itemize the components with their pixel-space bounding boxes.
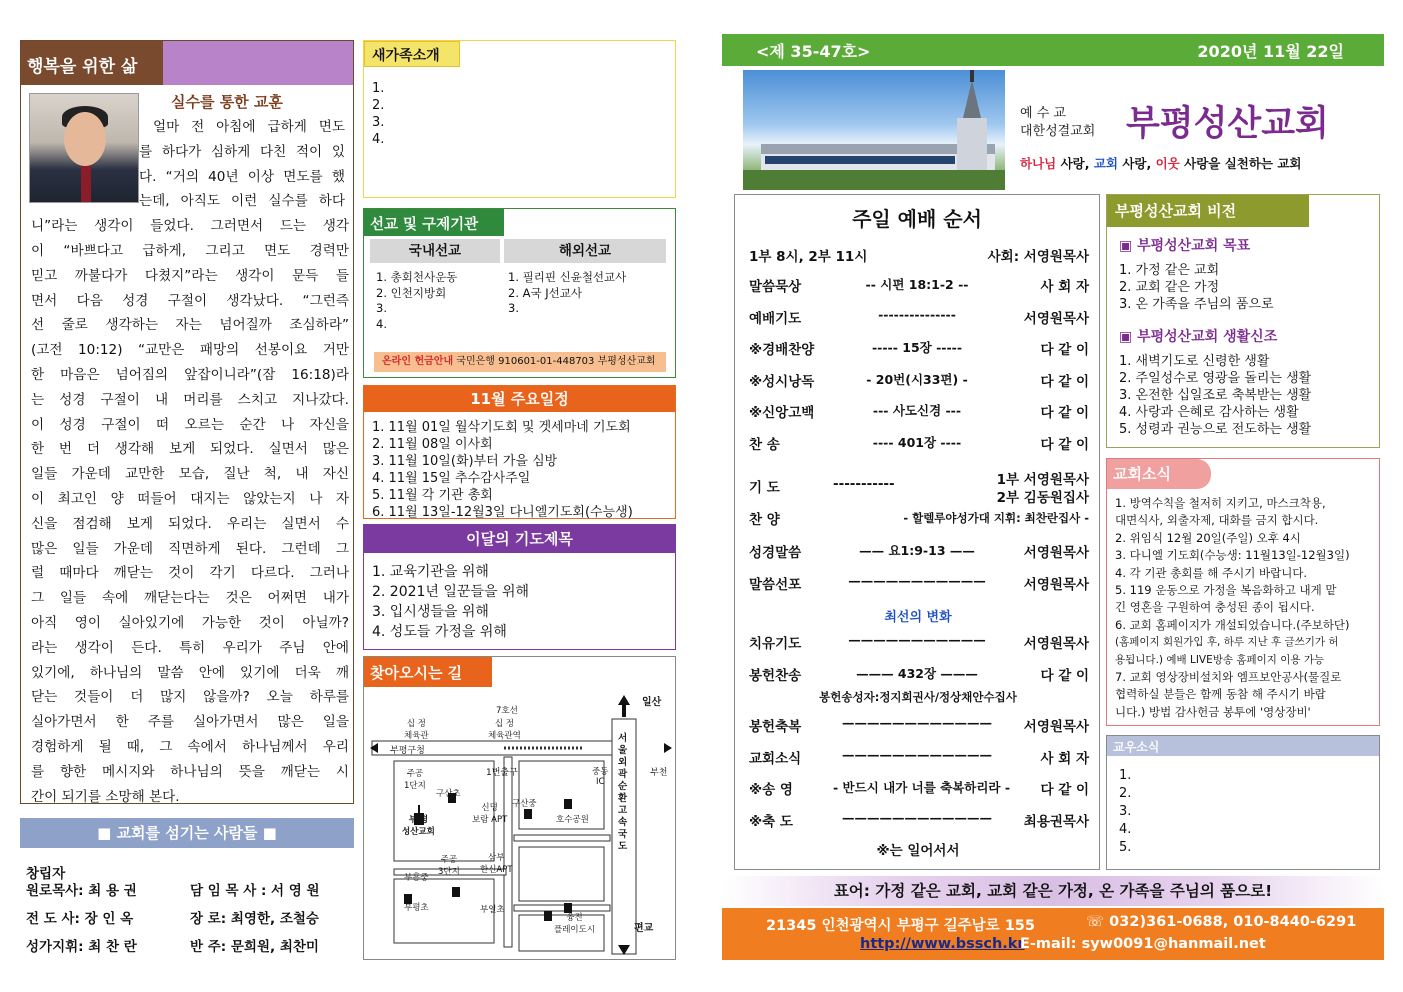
worship-row-anthem xyxy=(749,508,1089,530)
prayer-item: 2. 2021년 일꾼들을 위해 xyxy=(372,584,530,600)
map-label-gusan-jung: 구산중 xyxy=(512,799,537,809)
map-label-gyoyang: 편교 xyxy=(634,923,654,934)
news-line: 4. 각 기관 총회를 해 주시기 바랍니다. xyxy=(1115,565,1308,580)
members-item: 4. xyxy=(1119,822,1132,837)
map-label-buheung-jung: 부흥중 xyxy=(404,873,429,883)
essay-line: 라는 생각이 든다. 특히 우리가 주님 안에 xyxy=(31,639,349,656)
essay-line: 는 성경 구절이 내 머리를 스치고 지나갔다. xyxy=(31,391,349,408)
overseas-item: 2. A국 J선교사 xyxy=(508,286,582,300)
slogan-part: 사랑, xyxy=(1056,156,1094,171)
news-line: 7. 교회 영상장비설치와 엠프보안공사(물질로 xyxy=(1115,670,1342,684)
essay-line: 이 “바쁘다고 급하게, 그리고 면도 경력만 xyxy=(31,243,349,259)
map-label-chilho: 7호선 xyxy=(496,706,518,716)
schedule-item: 5. 11월 각 기관 총회 xyxy=(372,488,493,503)
schedule-box xyxy=(363,385,676,519)
worship-item-detail: --- 사도신경 --- xyxy=(872,403,962,418)
people-title: ■ 교회를 섬기는 사람들 ■ xyxy=(20,818,354,848)
pastor-photo xyxy=(29,93,139,203)
worship-item-leader: 다 같 이 xyxy=(1040,667,1089,684)
worship-item-detail: ----------- xyxy=(833,476,895,492)
people-row-2-right: 장 로: 최영한, 조철승 xyxy=(190,911,319,927)
map-label-hosu-park: 호수공원 xyxy=(556,815,589,825)
schedule-item: 6. 11월 13일-12월3일 다니엘기도회(수능생) xyxy=(372,505,633,520)
map-title: 찾아오시는 길 xyxy=(370,664,463,682)
denomination-top: 예 수 교 xyxy=(1020,106,1066,121)
map-label-bupyeong-gu: 부평구청 xyxy=(390,746,425,756)
worship-item-detail: - 반드시 내가 너를 축복하리라 - xyxy=(833,780,1011,795)
creed-item: 2. 주일성수로 영광을 돌리는 생활 xyxy=(1119,371,1312,386)
map-label-youngjin: 융진 플레이도시 xyxy=(554,913,596,935)
new-family-item: 4. xyxy=(372,132,385,147)
creed-item: 4. 사랑과 은혜로 감사하는 생활 xyxy=(1119,405,1299,420)
footer-phone: ☏ 032)361-0688, 010-8440-6291 xyxy=(1086,914,1357,930)
essay-line: 간이 되기를 소망해 본다. xyxy=(31,788,180,805)
news-line: 3. 다니엘 기도회(수능생: 11월13일-12월3일) xyxy=(1115,548,1350,563)
church-news-box xyxy=(1106,458,1380,726)
worship-item-detail: ———————————— xyxy=(842,809,992,825)
worship-item-leader: 1부 서영원목사 xyxy=(996,472,1089,488)
denomination-bottom: 대한성결교회 xyxy=(1020,124,1096,139)
new-family-item: 2. xyxy=(372,98,385,113)
worship-item-label: 찬 송 xyxy=(749,436,780,453)
worship-item-label: 기 도 xyxy=(749,480,780,496)
church-building-photo xyxy=(743,70,1005,190)
schedule-item: 1. 11월 01일 월삭기도회 및 겟세마네 기도회 xyxy=(372,420,631,435)
news-title: 교회소식 xyxy=(1107,459,1211,489)
worship-item-detail: --------------- xyxy=(878,306,956,322)
essay-line: 닫는 것들이 더 많지 않을까? 오늘 하루를 xyxy=(31,689,349,706)
members-news-box xyxy=(1106,735,1380,870)
essay-line: 신을 점검해 보게 되었다. 우리는 실면서 수 xyxy=(31,515,349,532)
creed-title: ▣ 부평성산교회 생활신조 xyxy=(1119,329,1278,345)
standing-note: ※는 일어서서 xyxy=(876,843,960,859)
goal-title: ▣ 부평성산교회 목표 xyxy=(1119,238,1251,254)
essay-line: 선 줄로 생각하는 자는 넘어질까 조심하라” xyxy=(31,317,349,334)
worship-item-label: 찬 양 xyxy=(749,512,780,528)
essay-line: 있기에, 하나님의 말씀 안에 있기에 더욱 깨 xyxy=(31,664,349,681)
essay-line: 그 일들 속에 깨닫는다는 것은 어쩌면 내가 xyxy=(31,590,349,607)
offering-account: 국민은행 910601-01-448703 부평성산교회 xyxy=(456,356,656,367)
map-label-jugong3: 주공 3단지 xyxy=(438,855,460,877)
prayer-title: 이달의 기도제목 xyxy=(364,525,675,553)
essay-line: 는데, 아직도 이런 실수를 하다 xyxy=(139,193,345,210)
essay-section xyxy=(20,40,354,804)
worship-leader: 사회: 서영원목사 xyxy=(987,249,1089,265)
new-family-box xyxy=(363,40,676,198)
essay-line: 믿고 까불다가 다쳤지”라는 생각이 문득 들 xyxy=(31,267,349,284)
worship-item-detail: ---- 401장 ---- xyxy=(872,434,962,450)
essay-section-title: 행복을 위한 삶 xyxy=(21,41,163,85)
worship-item-label: 봉헌찬송 xyxy=(749,667,802,684)
creed-item: 5. 성령과 권능으로 전도하는 생활 xyxy=(1119,422,1312,437)
overseas-item: 1. 필리핀 신윤철선교사 xyxy=(508,270,627,284)
worship-item-leader: 서영원목사 xyxy=(1023,545,1089,561)
creed-item: 3. 온전한 십일조로 축복받는 생활 xyxy=(1119,388,1312,403)
worship-title: 주일 예배 순서 xyxy=(852,207,982,231)
essay-line: 다. “거의 40년 이상 면도를 했 xyxy=(139,168,345,185)
worship-item-detail: —— 요1:9-13 —— xyxy=(859,543,975,558)
prayer-item: 3. 입시생들을 위해 xyxy=(372,604,489,620)
map-label-gusancho: 구산초 xyxy=(436,789,461,799)
map-label-highway: 서울외곽순환고속국도 xyxy=(618,733,628,852)
founder-label: 창립자 xyxy=(26,866,66,882)
map-box xyxy=(363,656,676,960)
essay-line: 실아가면서 한 주를 실아가면서 많은 일을 xyxy=(31,714,349,731)
worship-row xyxy=(749,275,1089,297)
worship-item-detail: ----- 15장 ----- xyxy=(871,340,963,355)
slogan-part: 이웃 xyxy=(1155,156,1180,171)
worship-item-label: ※경배찬양 xyxy=(749,342,815,358)
domestic-item: 2. 인천지방회 xyxy=(376,286,447,300)
worship-row xyxy=(749,573,1089,595)
worship-item-detail: - 할렐루야성가대 지휘: 최찬란집사 - xyxy=(903,511,1089,525)
worship-order xyxy=(734,194,1100,870)
offering-label: 온라인 헌금안내 xyxy=(382,356,454,367)
people-row-1-left: 원로목사: 최 용 권 xyxy=(26,883,137,899)
creed-item: 1. 새벽기도로 신령한 생활 xyxy=(1119,354,1270,369)
news-line: 협력하실 분들은 함께 동참 해 주시기 바랍 xyxy=(1115,687,1326,702)
essay-header xyxy=(21,41,353,85)
worship-item-label: ※성시낭독 xyxy=(749,373,815,390)
essay-title: 실수를 통한 교훈 xyxy=(171,93,283,111)
worship-row xyxy=(749,747,1089,769)
slogan-part: 사랑, xyxy=(1118,156,1156,171)
essay-line: 이 최고인 양 떠들어 대지는 않았는지 나 자 xyxy=(31,491,349,507)
church-motto: 표어: 가정 같은 교회, 교회 같은 가정, 온 가족을 주님의 품으로! xyxy=(722,876,1384,906)
essay-line: 일들 가운데 교만한 모습, 질난 척, 내 자신 xyxy=(31,466,349,483)
offering-bar xyxy=(374,352,666,372)
domestic-item: 3. xyxy=(376,301,387,315)
worship-row xyxy=(749,401,1089,423)
essay-line: 얼마 전 아침에 급하게 면도 xyxy=(153,119,345,135)
news-line: 1. 방역수칙을 철저히 지키고, 마스크착용, xyxy=(1115,496,1326,510)
worship-item-detail: -- 시편 18:1-2 -- xyxy=(865,277,969,292)
map-label-sipjeong-gym: 십 정 체육관 xyxy=(404,719,429,741)
essay-line: 를 하다가 심하게 다친 적이 있 xyxy=(139,143,345,160)
worship-item-detail: - 20번(시33편) - xyxy=(866,371,968,387)
news-line: 6. 교회 홈페이지가 개설되었습니다.(주보하단) xyxy=(1115,617,1350,632)
worship-row xyxy=(749,778,1089,800)
essay-line: 많은 일들 가운데 직면하게 된다. 그런데 그 xyxy=(31,540,349,557)
map-label-exit1: 1번출구 xyxy=(486,768,518,778)
new-family-item: 3. xyxy=(372,115,385,130)
map-label-bupyeong-cho: 부평초 xyxy=(404,903,429,913)
people-row-3-right: 반 주: 문희원, 최찬미 xyxy=(190,939,319,955)
worship-item-leader: 최용권목사 xyxy=(1023,813,1089,830)
map-label-ic: 중동 IC xyxy=(592,767,609,787)
essay-line: 경험하게 될 때, 그 속에서 하나님께서 우리 xyxy=(31,739,349,755)
map-label-bucheon: 부천 xyxy=(650,768,668,778)
new-family-item: 1. xyxy=(372,81,385,96)
overseas-header: 해외선교 xyxy=(504,239,666,263)
worship-row xyxy=(749,810,1089,832)
map-label-sipjeong-station: 십 정 체육관역 xyxy=(488,719,521,741)
homepage-link[interactable]: http://www.bssch.kr xyxy=(860,936,1025,952)
missions-box xyxy=(363,208,676,378)
goal-item: 1. 가정 같은 교회 xyxy=(1119,263,1220,278)
worship-row xyxy=(749,632,1089,654)
footer-bar xyxy=(722,908,1384,960)
worship-item-leader: 다 같 이 xyxy=(1040,436,1089,453)
worship-item-label: 교회소식 xyxy=(749,750,802,767)
map-label-sinmyeong: 신명 보람 APT xyxy=(472,803,508,825)
worship-item-label: 성경말씀 xyxy=(749,545,802,561)
news-line: 대면식사, 외출자제, 대화를 금지 합시다. xyxy=(1115,513,1319,528)
prayer-box xyxy=(363,524,676,650)
map-label-ilsan: 일산 xyxy=(642,697,662,708)
worship-item-leader: 사 회 자 xyxy=(1040,279,1089,295)
schedule-item: 2. 11월 08일 이사회 xyxy=(372,437,493,452)
worship-item-detail: ——— 432장 ——— xyxy=(856,665,978,681)
news-line: (홈페이지 회원가입 후, 하루 지난 후 글쓰기가 허 xyxy=(1115,636,1339,649)
offering-note: 봉헌송성자:정지희권사/정상채안수집사 xyxy=(819,690,1017,704)
essay-line: 한 마음은 넘어짐의 앞잡이니라”(잠 16:18)라 xyxy=(31,367,349,383)
news-line: 긴 영혼을 구원하여 충성된 종이 됩시다. xyxy=(1115,600,1315,615)
map-label-jugong1: 주공 1단지 xyxy=(404,769,426,791)
news-line: 니다.) 방법 감사헌금 봉투에 '영상장비' xyxy=(1115,704,1311,719)
slogan-part: 하나님 xyxy=(1020,156,1057,171)
domestic-item: 1. 총회천사운동 xyxy=(376,270,458,284)
sermon-title: 최선의 변화 xyxy=(884,610,952,625)
vision-title: 부평성산교회 비전 xyxy=(1107,195,1309,227)
worship-row xyxy=(749,307,1089,329)
prayer-item: 1. 교육기관을 위해 xyxy=(372,564,489,580)
essay-line: 면서 다음 성경 구절이 생각났다. “그런즉 xyxy=(31,292,349,309)
worship-item-label: ※축 도 xyxy=(749,813,793,830)
worship-item-leader: 다 같 이 xyxy=(1040,342,1089,358)
worship-item-leader: 다 같 이 xyxy=(1040,782,1089,798)
missions-title: 선교 및 구제기관 xyxy=(370,217,479,233)
church-slogan xyxy=(1020,154,1302,172)
essay-line: 니”라는 생각이 들었다. 그러면서 드는 생각 xyxy=(31,218,349,235)
worship-row xyxy=(749,664,1089,686)
members-item: 2. xyxy=(1119,786,1132,801)
worship-item-detail: ——————————— xyxy=(848,632,986,647)
goal-item: 2. 교회 같은 가정 xyxy=(1119,280,1220,295)
news-line: 용됩니다.) 예배 LIVE방송 홈페이지 이용 가능 xyxy=(1115,653,1325,666)
footer-address: 21345 인천광역시 부평구 길주남로 155 xyxy=(766,918,1035,934)
people-row-2-left: 전 도 사: 장 인 옥 xyxy=(26,911,134,927)
worship-times: 1부 8시, 2부 11시 xyxy=(749,249,868,265)
members-title: 교우소식 xyxy=(1113,740,1160,754)
issue-number: <제 35-47호> xyxy=(756,42,871,61)
worship-item-leader: 서영원목사 xyxy=(1023,636,1089,652)
overseas-item: 3. xyxy=(508,301,519,315)
people-row-3-left: 성가지휘: 최 찬 란 xyxy=(26,939,137,955)
worship-row xyxy=(749,433,1089,455)
people-row-1-right: 담 임 목 사 : 서 영 원 xyxy=(190,883,320,899)
essay-line: 럴 때마다 깨닫는 것이 각기 다르다. 그러나 xyxy=(31,565,349,582)
worship-item-label: ※신앙고백 xyxy=(749,405,815,421)
essay-line: (고전 10:12) “교만은 패망의 선봉이요 거만 xyxy=(31,342,349,359)
worship-row-prayer xyxy=(749,468,1089,504)
schedule-item: 3. 11월 10일(화)부터 가을 심방 xyxy=(372,454,558,469)
news-line: 5. 119 운동으로 가정을 복음화하고 내게 맡 xyxy=(1115,583,1337,597)
worship-item-leader: 서영원목사 xyxy=(1023,310,1089,327)
worship-item-leader: 사 회 자 xyxy=(1040,750,1089,767)
worship-item-label: 말씀묵상 xyxy=(749,279,802,295)
worship-item-leader: 서영원목사 xyxy=(1023,576,1089,593)
members-item: 5. xyxy=(1119,840,1132,855)
worship-item-leader: 다 같 이 xyxy=(1040,373,1089,390)
church-name: 부평성산교회 xyxy=(1126,104,1329,144)
worship-row xyxy=(749,715,1089,737)
schedule-item: 4. 11월 15일 추수감사주일 xyxy=(372,471,531,486)
map-label-sambu: 삼부 한신APT xyxy=(480,853,513,875)
worship-item-label: 봉헌축복 xyxy=(749,719,802,735)
worship-item-leader: 2부 김동원집사 xyxy=(996,490,1089,506)
worship-item-detail: ——————————— xyxy=(848,572,986,588)
members-item: 3. xyxy=(1119,804,1132,819)
goal-item: 3. 온 가족을 주님의 품으로 xyxy=(1119,297,1274,312)
essay-line: 아직 영이 실아있기에 가능한 것이 아닐까? xyxy=(31,615,349,631)
vision-box xyxy=(1106,194,1380,448)
new-family-title: 새가족소개 xyxy=(372,48,440,64)
worship-item-detail: ———————————— xyxy=(842,715,992,730)
issue-date: 2020년 11월 22일 xyxy=(1197,42,1344,61)
prayer-item: 4. 성도들 가정을 위해 xyxy=(372,624,507,640)
worship-row xyxy=(749,370,1089,392)
slogan-part: 교회 xyxy=(1093,156,1118,171)
domestic-header: 국내선교 xyxy=(370,239,500,263)
essay-line: 이 성경 구절이 떠 오르는 순간 나 자신을 xyxy=(31,416,349,433)
footer-email: E-mail: syw0091@hanmail.net xyxy=(1020,936,1266,952)
worship-item-leader: 서영원목사 xyxy=(1023,719,1089,735)
essay-line: 한 번 더 생각해 보게 되었다. 실면서 많은 xyxy=(31,441,349,458)
worship-row xyxy=(749,541,1089,563)
worship-item-label: 치유기도 xyxy=(749,636,802,652)
news-line: 2. 위임식 12월 20일(주일) 오후 4시 xyxy=(1115,530,1301,545)
essay-line: 를 향한 메시지와 하나님의 뜻을 깨닫는 시 xyxy=(31,763,349,780)
worship-item-label: ※송 영 xyxy=(749,782,793,798)
map-label-church: 부 평 성산교회 xyxy=(402,815,435,837)
worship-item-leader: 다 같 이 xyxy=(1040,405,1089,421)
schedule-title: 11월 주요일정 xyxy=(364,386,675,412)
worship-item-label: 말씀선포 xyxy=(749,576,802,593)
issue-bar xyxy=(722,34,1384,66)
worship-row xyxy=(749,338,1089,360)
map-label-buil-cho: 부일초 xyxy=(480,905,505,915)
slogan-part: 사랑을 실천하는 교회 xyxy=(1179,156,1302,171)
worship-item-label: 예배기도 xyxy=(749,310,802,327)
worship-item-detail: ———————————— xyxy=(842,746,992,762)
worship-times-row xyxy=(749,245,1089,267)
members-item: 1. xyxy=(1119,768,1132,783)
domestic-item: 4. xyxy=(376,317,387,331)
